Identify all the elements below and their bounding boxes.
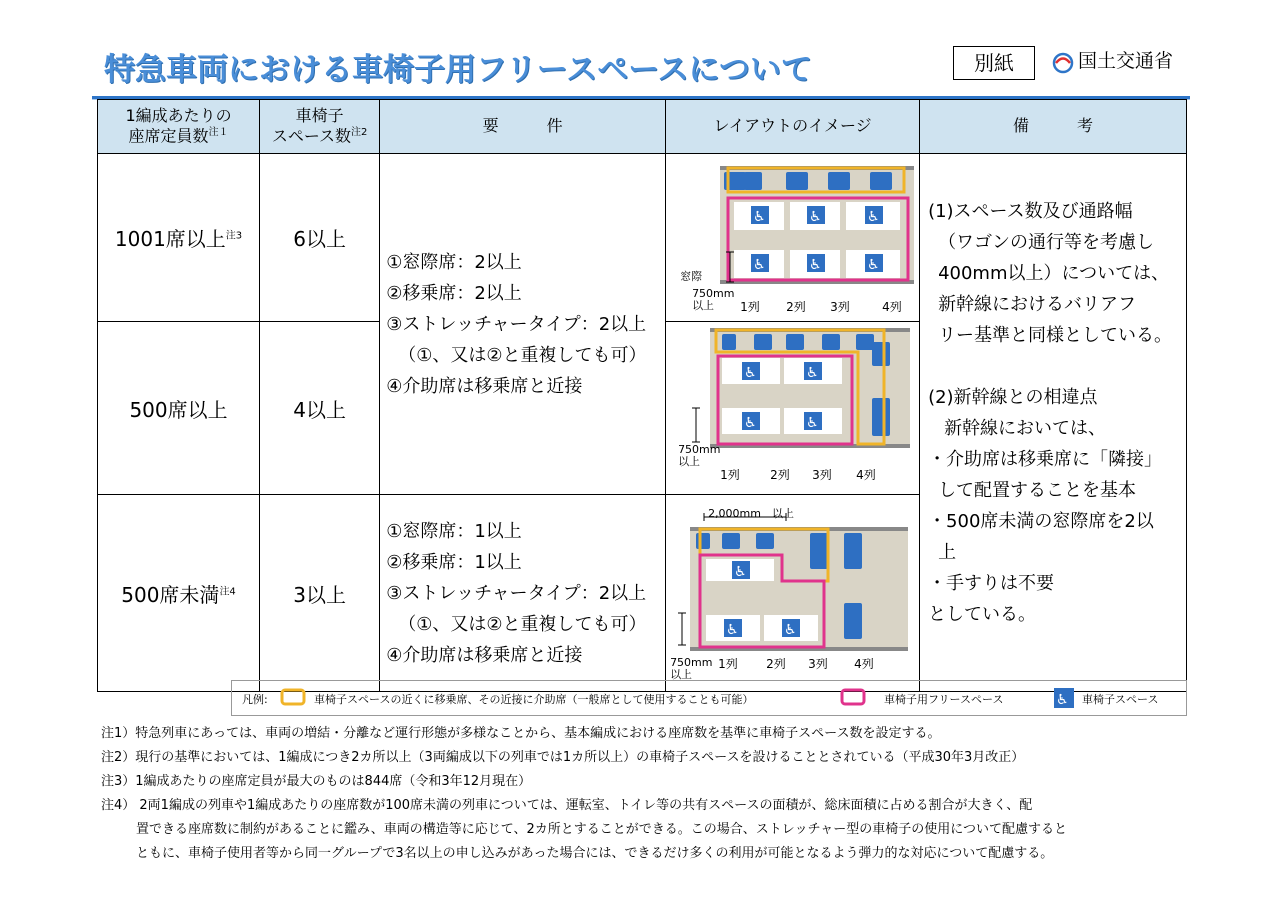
footnote: 注1）特急列車にあっては、車両の増結・分離など運行形態が多様なことから、基本編成における座席数を基準に車椅子スペース数を設定する。 bbox=[101, 726, 941, 741]
width-label: 750mm 以上 bbox=[678, 443, 721, 468]
svg-text:♿: ♿ bbox=[744, 415, 757, 431]
header-layout: レイアウトのイメージ bbox=[666, 100, 920, 154]
footnote: 注3）1編成あたりの座席定員が最大のものは844席（令和3年12月現在） bbox=[101, 774, 532, 789]
seats-cell: 500席以上 bbox=[98, 322, 260, 495]
ministry-name: 国土交通省 bbox=[1078, 50, 1174, 72]
col-label: 4列 bbox=[854, 657, 874, 671]
yellow-box-icon bbox=[280, 688, 306, 706]
col-label: 4列 bbox=[882, 300, 902, 314]
col-label: 3列 bbox=[808, 657, 828, 671]
col-label: 4列 bbox=[856, 468, 876, 482]
col-label: 2列 bbox=[786, 300, 806, 314]
window-label: 窓際 bbox=[680, 270, 703, 283]
svg-text:♿: ♿ bbox=[867, 209, 880, 225]
ministry-emblem-icon bbox=[1052, 50, 1074, 74]
legend-icon: 車椅子スペース bbox=[1082, 693, 1159, 706]
width-label: 750mm 以上 bbox=[670, 656, 713, 681]
page-title: 特急車両における車椅子用フリースペースについて bbox=[104, 52, 813, 88]
svg-text:♿: ♿ bbox=[753, 209, 766, 225]
seats-cell: 500席未満$^{注4}$ bbox=[98, 495, 260, 692]
col-label: 3列 bbox=[812, 468, 832, 482]
legend-pink: 車椅子用フリースペース bbox=[884, 693, 1004, 706]
table-header-row bbox=[98, 100, 1187, 154]
ministry-logo bbox=[1052, 46, 1173, 74]
svg-text:♿: ♿ bbox=[867, 257, 880, 273]
layout-cell bbox=[666, 495, 920, 692]
layout-cell bbox=[666, 322, 920, 495]
spaces-cell: 6以上 bbox=[260, 154, 380, 322]
width-label: 750mm 以上 bbox=[692, 287, 735, 312]
col-label: 1列 bbox=[720, 468, 740, 482]
header-requirements: 要 件 bbox=[380, 100, 666, 154]
svg-text:♿: ♿ bbox=[1056, 692, 1069, 708]
header-spaces: 車椅子 スペース数$^{注2}$ bbox=[260, 100, 380, 154]
col-label: 1列 bbox=[740, 300, 760, 314]
svg-text:♿: ♿ bbox=[734, 564, 747, 580]
footnote: ともに、車椅子使用者等から同一グループで3名以上の申し込みがあった場合には、できるだけ多くの利用が可能となるよう弾力的な対応について配慮する。 bbox=[136, 846, 1054, 861]
svg-text:♿: ♿ bbox=[809, 209, 822, 225]
footnote: 注4） 2両1編成の列車や1編成あたりの座席数が100席未満の列車については、運転室、トイレ等の共有スペースの面積が、総床面積に占める割合が大きく、配 bbox=[101, 798, 1033, 813]
footnote: 置できる座席数に制約があることに鑑み、車両の構造等に応じて、2カ所とすることができる。この場合、ストレッチャー型の車椅子の使用について配慮すると bbox=[136, 822, 1068, 837]
svg-text:♿: ♿ bbox=[806, 415, 819, 431]
spaces-cell: 3以上 bbox=[260, 495, 380, 692]
footnote: 注2）現行の基準においては、1編成につき2カ所以上（3両編成以下の列車では1カ所以上）の車椅子スペースを設けることとされている（平成30年3月改正） bbox=[101, 750, 1025, 765]
svg-text:♿: ♿ bbox=[744, 365, 757, 381]
requirements-table bbox=[97, 99, 1187, 692]
header-remarks: 備 考 bbox=[920, 100, 1187, 154]
legend-yellow: 車椅子スペースの近くに移乗席、その近接に介助席（一般席として使用することも可能） bbox=[314, 693, 754, 706]
wheelchair-icon bbox=[1054, 688, 1074, 708]
col-label: 2列 bbox=[766, 657, 786, 671]
header-seats: 1編成あたりの 座席定員数$^{注1}$ bbox=[98, 100, 260, 154]
svg-text:♿: ♿ bbox=[784, 622, 797, 638]
svg-text:♿: ♿ bbox=[753, 257, 766, 273]
svg-text:♿: ♿ bbox=[806, 365, 819, 381]
footnotes bbox=[101, 722, 1067, 866]
layout-cell bbox=[666, 154, 920, 322]
col-label: 2列 bbox=[770, 468, 790, 482]
pink-box-icon bbox=[840, 688, 866, 706]
remarks-cell: (1)スペース数及び通路幅 （ワゴンの通行等を考慮し 400mm以上）については、 新幹線におけるバリアフ リー基準と同様としている。 (2)新幹線との相違点 新幹線においては、 ・介助席は移乗席に「隣接」 して配置することを基本 ・500席未満の窓際席を2以 上 ・手すりは不要 としている。 bbox=[920, 154, 1187, 692]
legend-prefix: 凡例: bbox=[242, 693, 268, 706]
col-label: 3列 bbox=[830, 300, 850, 314]
col-label: 1列 bbox=[718, 657, 738, 671]
requirements-cell: ①窓際席：2以上 ②移乗席：2以上 ③ストレッチャータイプ：2以上 （①、又は②と重複しても可） ④介助席は移乗席と近接 bbox=[380, 154, 666, 495]
svg-text:♿: ♿ bbox=[809, 257, 822, 273]
dim-label: 2,000mm 以上 bbox=[708, 507, 794, 520]
spaces-cell: 4以上 bbox=[260, 322, 380, 495]
table-row bbox=[98, 154, 1187, 322]
attachment-label: 別紙 bbox=[953, 46, 1035, 80]
svg-text:♿: ♿ bbox=[726, 622, 739, 638]
requirements-cell: ①窓際席：1以上 ②移乗席：1以上 ③ストレッチャータイプ：2以上 （①、又は②と重複しても可） ④介助席は移乗席と近接 bbox=[380, 495, 666, 692]
legend bbox=[231, 680, 1187, 716]
seats-cell: 1001席以上$^{注3}$ bbox=[98, 154, 260, 322]
